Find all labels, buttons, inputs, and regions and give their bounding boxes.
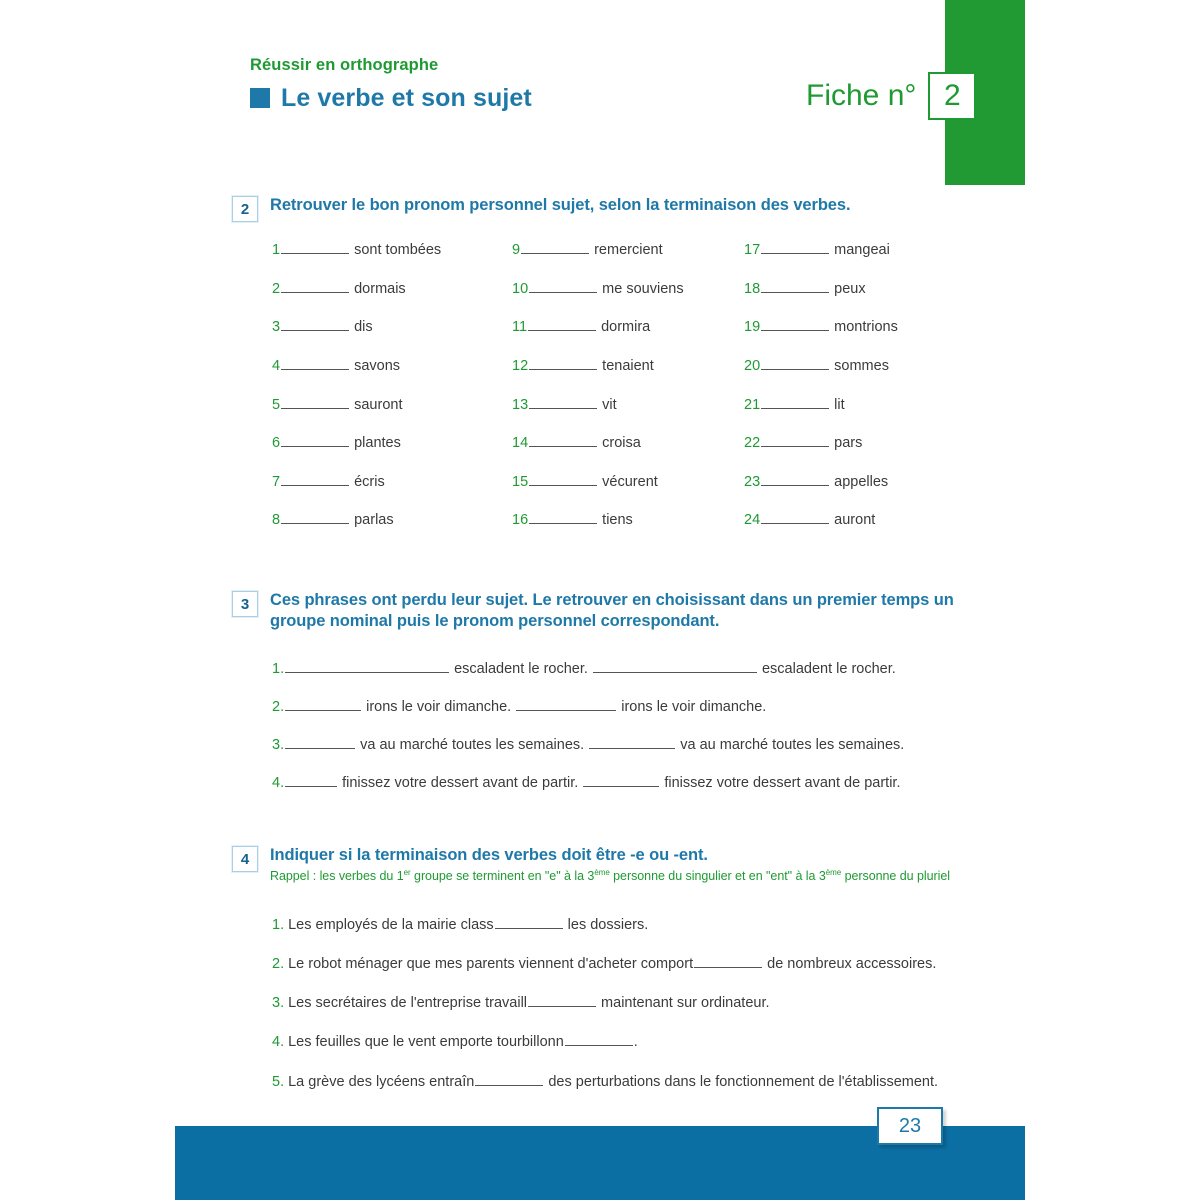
sentence-part-b: va au marché toutes les semaines. bbox=[676, 737, 905, 754]
ending-item-after: les dossiers. bbox=[563, 917, 649, 933]
verb-item-text: appelles bbox=[830, 473, 889, 490]
answer-blank-ending[interactable] bbox=[475, 1072, 543, 1086]
exercise-2-number: 2 bbox=[232, 196, 258, 222]
verb-item-number: 12 bbox=[512, 357, 529, 374]
verb-item-number: 21 bbox=[744, 396, 761, 413]
verb-item-text: pars bbox=[830, 435, 863, 452]
answer-blank[interactable] bbox=[761, 510, 829, 524]
verb-item-text: dormais bbox=[350, 280, 406, 297]
verb-item-number: 15 bbox=[512, 473, 529, 490]
answer-blank[interactable] bbox=[281, 395, 349, 409]
verb-item bbox=[272, 510, 512, 529]
verb-item bbox=[272, 472, 512, 491]
sentence-part-a: va au marché toutes les semaines. bbox=[356, 737, 589, 754]
exercise-2-header bbox=[232, 195, 962, 222]
ending-item-after: . bbox=[633, 1034, 638, 1051]
verb-item-text: auront bbox=[830, 512, 876, 529]
answer-blank-pronoun[interactable] bbox=[593, 659, 757, 673]
verb-item bbox=[512, 433, 744, 452]
answer-blank[interactable] bbox=[761, 317, 829, 331]
verb-item-number: 13 bbox=[512, 396, 529, 413]
verb-item bbox=[744, 317, 962, 336]
verb-item-number: 16 bbox=[512, 512, 529, 529]
answer-blank[interactable] bbox=[281, 240, 349, 254]
ending-item-number: 1. bbox=[272, 917, 285, 933]
verb-item-text: parlas bbox=[350, 512, 394, 529]
ending-item bbox=[272, 993, 962, 1012]
sentence-item bbox=[272, 697, 962, 716]
answer-blank[interactable] bbox=[281, 433, 349, 447]
square-bullet-icon bbox=[250, 88, 270, 108]
verb-item-text: écris bbox=[350, 473, 385, 490]
sentence-item-number: 2. bbox=[272, 699, 285, 716]
answer-blank-noun-group[interactable] bbox=[285, 659, 449, 673]
verb-item-number: 22 bbox=[744, 435, 761, 452]
ending-item-number: 4. bbox=[272, 1034, 285, 1051]
sentence-part-b: escaladent le rocher. bbox=[757, 661, 896, 677]
verb-item-number: 18 bbox=[744, 280, 761, 297]
note-ordinal-1: er bbox=[403, 868, 411, 878]
answer-blank-noun-group[interactable] bbox=[285, 735, 355, 749]
exercise-4 bbox=[232, 845, 962, 885]
verb-item-number: 2 bbox=[272, 280, 281, 297]
verb-item bbox=[512, 510, 744, 529]
verb-item-text: plantes bbox=[350, 435, 401, 452]
answer-blank-ending[interactable] bbox=[565, 1032, 633, 1046]
verb-item bbox=[512, 395, 744, 414]
answer-blank[interactable] bbox=[761, 279, 829, 293]
exercise-2-items bbox=[272, 240, 962, 530]
verb-item-text: peux bbox=[830, 280, 866, 297]
verb-item-text: savons bbox=[350, 357, 401, 374]
exercise-4-number: 4 bbox=[232, 846, 258, 872]
verb-item-text: tiens bbox=[598, 512, 633, 529]
sentence-item bbox=[272, 659, 962, 678]
sentence-item-number: 1. bbox=[272, 661, 285, 677]
verb-item-number: 5 bbox=[272, 396, 281, 413]
answer-blank[interactable] bbox=[761, 356, 829, 370]
answer-blank[interactable] bbox=[281, 279, 349, 293]
series-kicker: Réussir en orthographe bbox=[250, 56, 439, 74]
exercise-3-items bbox=[272, 659, 962, 812]
answer-blank[interactable] bbox=[281, 472, 349, 486]
verb-item bbox=[272, 433, 512, 452]
note-text-2: groupe se terminent en "e" à la 3 bbox=[410, 869, 595, 884]
verb-item-text: sont tombées bbox=[350, 242, 442, 258]
ending-item-after: maintenant sur ordinateur. bbox=[597, 995, 770, 1012]
verb-item-number: 7 bbox=[272, 473, 281, 490]
ending-item bbox=[272, 915, 962, 934]
fiche-number: 2 bbox=[928, 72, 976, 120]
verb-item-number: 23 bbox=[744, 473, 761, 490]
sentence-item bbox=[272, 735, 962, 754]
answer-blank[interactable] bbox=[281, 317, 349, 331]
verb-item bbox=[744, 510, 962, 529]
page-title: Le verbe et son sujet bbox=[281, 83, 532, 112]
verb-item bbox=[744, 356, 962, 375]
ending-item bbox=[272, 1032, 962, 1051]
ending-item-before: La grève des lycéens entraîn bbox=[284, 1073, 475, 1090]
verb-item-text: dis bbox=[350, 319, 373, 336]
fiche-badge bbox=[806, 72, 976, 120]
verb-item-number: 9 bbox=[512, 242, 521, 258]
ending-item-before: Les employés de la mairie class bbox=[284, 917, 494, 933]
exercise-4-title: Indiquer si la terminaison des verbes doit être -e ou -ent. bbox=[270, 846, 708, 864]
verb-item bbox=[744, 240, 962, 259]
verb-item-text: vit bbox=[598, 396, 617, 413]
verb-item bbox=[512, 240, 744, 259]
verb-item-text: sommes bbox=[830, 357, 889, 374]
answer-blank-noun-group[interactable] bbox=[285, 697, 361, 711]
verb-item-text: me souviens bbox=[598, 280, 684, 297]
verb-item bbox=[512, 279, 744, 298]
verb-item-number: 17 bbox=[744, 242, 761, 258]
verb-item-text: montrions bbox=[830, 319, 898, 336]
verb-item-text: sauront bbox=[350, 396, 403, 413]
answer-blank-pronoun[interactable] bbox=[583, 773, 659, 787]
answer-blank-ending[interactable] bbox=[694, 954, 762, 968]
ending-item-number: 5. bbox=[272, 1073, 285, 1090]
answer-blank[interactable] bbox=[528, 317, 596, 331]
verb-item bbox=[744, 472, 962, 491]
page-number-badge: 23 bbox=[877, 1107, 943, 1145]
verb-item-number: 6 bbox=[272, 435, 281, 452]
verb-item bbox=[272, 395, 512, 414]
verb-item bbox=[744, 395, 962, 414]
exercise-2 bbox=[232, 195, 962, 222]
note-text-3: personne du singulier et en "ent" à la 3 bbox=[609, 869, 826, 884]
sentence-part-b: finissez votre dessert avant de partir. bbox=[660, 775, 901, 792]
ending-item-number: 2. bbox=[272, 956, 285, 973]
verb-item bbox=[272, 356, 512, 375]
ending-item-before: Les feuilles que le vent emporte tourbillonn bbox=[284, 1034, 564, 1051]
verb-item-text: mangeai bbox=[830, 242, 890, 258]
ending-item-before: Le robot ménager que mes parents viennent d'acheter comport bbox=[284, 956, 694, 973]
exercise-4-note bbox=[270, 868, 950, 884]
ending-item-number: 3. bbox=[272, 995, 285, 1012]
answer-blank[interactable] bbox=[529, 472, 597, 486]
verb-item-number: 24 bbox=[744, 512, 761, 529]
sentence-item bbox=[272, 773, 962, 792]
answer-blank-ending[interactable] bbox=[528, 993, 596, 1007]
page-title-row bbox=[250, 83, 850, 112]
note-ordinal-3: ème bbox=[825, 868, 842, 878]
answer-blank[interactable] bbox=[529, 279, 597, 293]
sentence-part-a: escaladent le rocher. bbox=[450, 661, 592, 677]
verb-item-number: 1 bbox=[272, 242, 281, 258]
exercise-4-items bbox=[272, 915, 962, 1111]
answer-blank[interactable] bbox=[529, 356, 597, 370]
verb-item-number: 8 bbox=[272, 512, 281, 529]
exercise-3 bbox=[232, 590, 962, 632]
answer-blank[interactable] bbox=[281, 356, 349, 370]
verb-item bbox=[272, 279, 512, 298]
exercise-2-title: Retrouver le bon pronom personnel sujet, selon la terminaison des verbes. bbox=[270, 196, 851, 214]
verb-item-text: vécurent bbox=[598, 473, 658, 490]
ending-item-before: Les secrétaires de l'entreprise travaill bbox=[284, 995, 528, 1012]
answer-blank-pronoun[interactable] bbox=[589, 735, 675, 749]
answer-blank[interactable] bbox=[761, 395, 829, 409]
verb-item bbox=[512, 356, 744, 375]
verb-item-text: tenaient bbox=[598, 357, 654, 374]
verb-item-number: 20 bbox=[744, 357, 761, 374]
sentence-item-number: 3. bbox=[272, 737, 285, 754]
ending-item bbox=[272, 1072, 962, 1091]
answer-blank[interactable] bbox=[529, 433, 597, 447]
note-text-4: personne du pluriel bbox=[841, 869, 950, 884]
exercise-3-title: Ces phrases ont perdu leur sujet. Le retrouver en choisissant dans un premier temps un groupe nominal puis le pronom personnel correspondant. bbox=[270, 591, 954, 631]
verb-item-number: 11 bbox=[512, 319, 528, 336]
exercise-3-number: 3 bbox=[232, 591, 258, 617]
masthead bbox=[250, 56, 850, 111]
answer-blank-pronoun[interactable] bbox=[516, 697, 616, 711]
sentence-part-b: irons le voir dimanche. bbox=[617, 699, 767, 716]
ending-item-after: des perturbations dans le fonctionnement de l'établissement. bbox=[544, 1073, 939, 1090]
answer-blank[interactable] bbox=[761, 240, 829, 254]
verb-item bbox=[512, 317, 744, 336]
note-ordinal-2: ème bbox=[594, 868, 610, 878]
verb-item bbox=[272, 240, 512, 259]
verb-item bbox=[744, 433, 962, 452]
sentence-part-a: finissez votre dessert avant de partir. bbox=[338, 775, 583, 792]
answer-blank[interactable] bbox=[529, 510, 597, 524]
verb-item-text: croisa bbox=[598, 435, 641, 452]
answer-blank[interactable] bbox=[529, 395, 597, 409]
ending-item-after: de nombreux accessoires. bbox=[763, 956, 937, 973]
verb-item-number: 3 bbox=[272, 319, 281, 336]
verb-item bbox=[272, 317, 512, 336]
sentence-item-number: 4. bbox=[272, 775, 285, 792]
verb-item-text: dormira bbox=[597, 319, 651, 336]
exercise-3-header bbox=[232, 590, 962, 632]
fiche-label: Fiche n° bbox=[806, 79, 917, 112]
note-text-1: Rappel : les verbes du 1 bbox=[270, 869, 404, 884]
exercise-4-header bbox=[232, 845, 962, 885]
sentence-part-a: irons le voir dimanche. bbox=[362, 699, 516, 716]
verb-item-number: 10 bbox=[512, 280, 529, 297]
verb-item-number: 14 bbox=[512, 435, 529, 452]
verb-item-text: remercient bbox=[590, 242, 663, 258]
verb-item bbox=[744, 279, 962, 298]
answer-blank[interactable] bbox=[281, 510, 349, 524]
verb-item-text: lit bbox=[830, 396, 845, 413]
answer-blank[interactable] bbox=[761, 472, 829, 486]
ending-item bbox=[272, 954, 962, 973]
verb-item-number: 19 bbox=[744, 319, 761, 336]
answer-blank[interactable] bbox=[761, 433, 829, 447]
answer-blank[interactable] bbox=[521, 240, 589, 254]
verb-item bbox=[512, 472, 744, 491]
answer-blank-ending[interactable] bbox=[495, 915, 563, 929]
verb-item-number: 4 bbox=[272, 357, 281, 374]
answer-blank-noun-group[interactable] bbox=[285, 773, 337, 787]
